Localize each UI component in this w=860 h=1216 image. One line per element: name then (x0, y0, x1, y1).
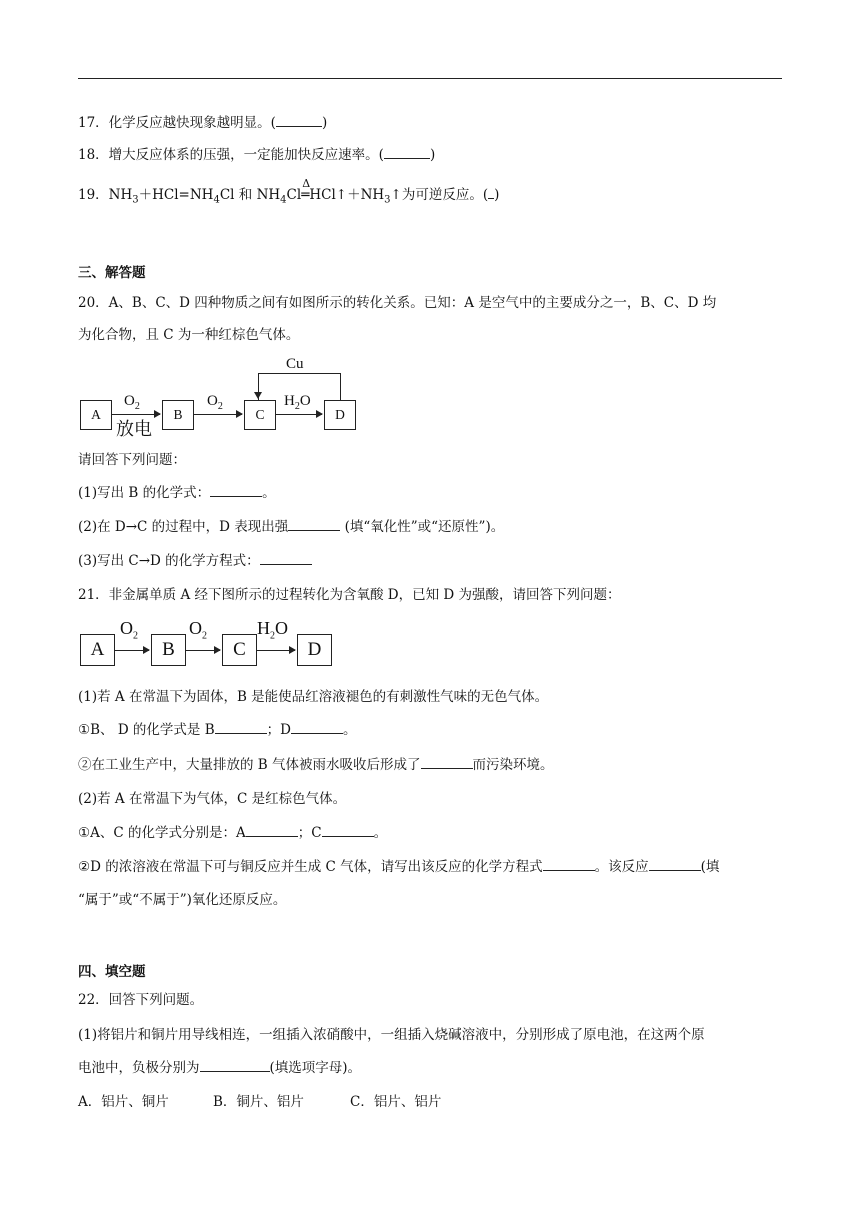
arrow-a-b (115, 650, 149, 651)
q20-part-2 (78, 517, 504, 537)
q21-sub-1a-text: ①B、 D 的化学式是 B (78, 722, 215, 738)
q21-sub-2b-text: ②D 的浓溶液在常温下可与铜反应并生成 C 气体，请写出该反应的化学方程式 (78, 859, 543, 875)
answer-blank-21-redox[interactable] (649, 857, 701, 871)
answer-blank-21-a[interactable] (246, 823, 298, 837)
q21-sub-1b (78, 755, 554, 775)
q19-part: ＋HCl=NH (138, 187, 214, 203)
question-22-part-1b (78, 1058, 361, 1078)
answer-blank-21-d[interactable] (291, 720, 343, 734)
label-o2: $O_2$ (189, 618, 207, 642)
label-h2o: $H_2O$ (284, 393, 311, 412)
node-c: C (244, 400, 276, 430)
q21-sub-1a-mid: ；D (266, 722, 291, 738)
question-18 (78, 145, 435, 165)
question-17 (78, 113, 327, 133)
q20-part-2-end: (填“氧化性”或“还原性”)。 (340, 519, 505, 535)
equals-sign: ═ (301, 187, 310, 203)
q22-part-1b-end: (填选项字母)。 (269, 1060, 362, 1076)
q19-sub: 3 (132, 194, 139, 206)
label-o2: $O_2$ (124, 393, 140, 412)
answer-blank-18[interactable] (384, 145, 430, 159)
node-c: C (222, 634, 257, 666)
answer-blank-20-2[interactable] (288, 517, 340, 531)
answer-blank-21-acid-rain[interactable] (421, 755, 473, 769)
node-b: B (162, 400, 194, 430)
label-discharge: 放电 (116, 419, 152, 439)
q21-sub-2a-end: 。 (373, 825, 388, 841)
q20-part-1-end: 。 (262, 485, 276, 501)
delta-symbol: Δ (302, 177, 311, 190)
question-21-line-1: 21．非金属单质 A 经下图所示的过程转化为含氧酸 D，已知 D 为强酸，请回答下列问题： (78, 587, 621, 603)
node-a: A (80, 634, 115, 666)
node-d: D (324, 400, 356, 430)
q20-prompt: 请回答下列问题： (78, 452, 186, 468)
q21-sub-2c: “属于”或“不属于”)氧化还原反应。 (78, 892, 287, 908)
question-20-line-2: 为化合物，且 C 为一种红棕色气体。 (78, 327, 300, 343)
option-a[interactable]: A．铝片、铜片 (78, 1094, 169, 1110)
label-cu: Cu (286, 356, 304, 372)
answer-blank-21-b[interactable] (215, 720, 267, 734)
q20-part-3 (78, 551, 312, 571)
reaction-diagram-20 (78, 355, 368, 440)
q21-sub-2: (2)若 A 在常温下为气体，C 是红棕色气体。 (78, 791, 347, 807)
question-22-options (78, 1092, 441, 1112)
q21-sub-2b-mid: 。该反应 (594, 859, 649, 875)
q20-part-2-text: (2)在 D→C 的过程中，D 表现出强 (78, 519, 289, 535)
question-20-line-1: 20．A、B、C、D 四种物质之间有如图所示的转化关系。已知：A 是空气中的主要成分之一，B、C、D 均 (78, 295, 717, 311)
q21-sub-1a (78, 720, 356, 740)
q21-sub-2a-text: ①A、C 的化学式分别是：A (78, 825, 246, 841)
q21-sub-2b-end: (填 (700, 859, 720, 875)
q19-part: HCl↑＋NH (309, 187, 385, 203)
q21-sub-2a (78, 823, 387, 843)
q22-part-1b-text: 电池中，负极分别为 (78, 1060, 200, 1076)
answer-blank-22-1[interactable] (200, 1058, 270, 1072)
node-d: D (297, 634, 332, 666)
q20-part-1 (78, 483, 276, 503)
answer-blank-21-equation[interactable] (543, 857, 595, 871)
q21-sub-1a-end: 。 (342, 722, 357, 738)
node-a: A (80, 400, 112, 430)
answer-blank-21-c[interactable] (322, 823, 374, 837)
node-b: B (151, 634, 186, 666)
question-22-line-1: 22．回答下列问题。 (78, 992, 204, 1008)
q19-sub: 4 (213, 194, 220, 206)
feedback-loop-d-c (258, 373, 341, 401)
q19-sub: 3 (384, 194, 391, 206)
q21-sub-2a-mid: ；C (297, 825, 322, 841)
q19-end: ) (494, 187, 500, 203)
option-b[interactable]: B．铜片、铝片 (213, 1094, 304, 1110)
question-17-end: ) (321, 115, 328, 131)
arrow-c-d (276, 414, 322, 415)
header-rule (78, 78, 782, 79)
q19-sub: 4 (280, 194, 287, 206)
q21-sub-1b-text: ②在工业生产中，大量排放的 B 气体被雨水吸收后形成了 (78, 757, 421, 773)
label-o2: $O_2$ (120, 618, 138, 642)
q21-sub-1: (1)若 A 在常温下为固体，B 是能使品红溶液褪色的有刺激性气味的无色气体。 (78, 689, 549, 705)
q19-part: Cl (286, 187, 302, 203)
answer-blank-20-1[interactable] (210, 483, 262, 497)
label-h2o: $H_2O$ (257, 618, 288, 642)
q21-sub-1b-end: 而污染环境。 (472, 757, 554, 773)
q19-part: 19．NH (78, 187, 133, 203)
reaction-diagram-21 (78, 618, 338, 670)
q20-part-3-text: (3)写出 C→D 的化学方程式： (78, 553, 260, 569)
question-18-text: 18．增大反应体系的压强，一定能加快反应速率。( (78, 147, 384, 163)
question-19 (78, 177, 500, 211)
q19-part: Cl 和 NH (219, 187, 281, 203)
option-c[interactable]: C．铝片、铝片 (350, 1094, 442, 1110)
question-17-text: 17．化学反应越快现象越明显。( (78, 115, 276, 131)
q21-sub-2b (78, 857, 719, 877)
arrow-b-c (194, 414, 242, 415)
arrow-b-c (186, 650, 220, 651)
question-22-part-1a: (1)将铝片和铜片用导线相连，一组插入浓硝酸中，一组插入烧碱溶液中，分别形成了原电池，在这两个原 (78, 1027, 705, 1043)
answer-blank-20-3[interactable] (260, 551, 312, 565)
answer-blank-17[interactable] (276, 113, 322, 127)
arrow-c-d (257, 650, 295, 651)
q19-part: ↑为可逆反应。( (390, 187, 489, 203)
arrowhead-into-c (254, 392, 262, 399)
q20-part-1-text: (1)写出 B 的化学式： (78, 485, 211, 501)
question-18-end: ) (429, 147, 436, 163)
heat-equals-sign (301, 177, 311, 205)
section-4-heading: 四、填空题 (78, 964, 146, 980)
label-o2: $O_2$ (207, 393, 223, 412)
section-3-heading: 三、解答题 (78, 265, 146, 281)
